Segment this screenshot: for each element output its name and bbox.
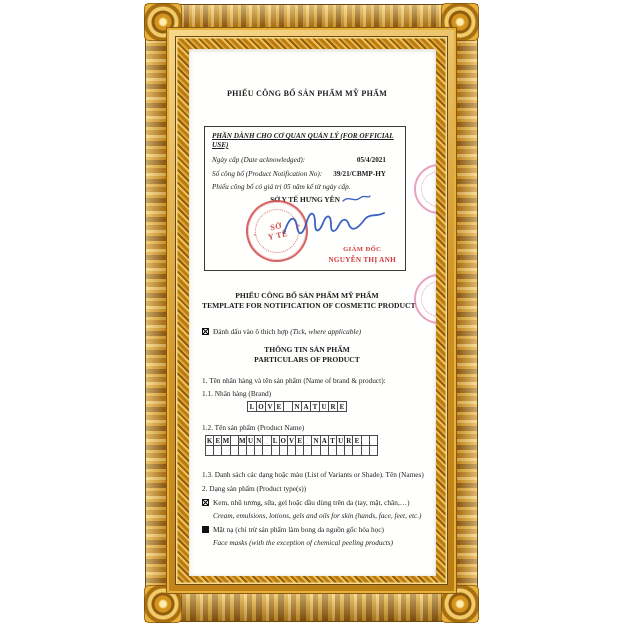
section-titles <box>202 345 412 365</box>
product-type-option-1: Kem, nhũ tương, sữa, gel hoặc dầu dùng trên da (tay, mặt, chân,…) <box>202 498 412 507</box>
signer-title: GIÁM ĐỐC <box>343 246 382 253</box>
date-acknowledged-row <box>212 156 398 164</box>
letter-cell: A <box>301 401 311 412</box>
product-type-option-2-en: Face masks (with the exception of chemical peeling products) <box>213 538 394 547</box>
frame-top-band <box>146 5 477 27</box>
stamp-and-signature-zone <box>212 206 398 266</box>
letter-cell: O <box>280 436 286 445</box>
letter-cell: U <box>336 435 345 446</box>
letter-cell: N <box>254 435 263 446</box>
item-1-3: 1.3. Danh sách các dạng hoặc màu (List of Variants or Shade). Tên (Names) <box>202 470 424 479</box>
brand-letter-grid <box>247 401 412 412</box>
director-signature <box>278 206 390 242</box>
certificate-document <box>189 49 436 576</box>
partial-edge-stamp <box>413 161 436 219</box>
frame-left-band <box>146 5 166 621</box>
tick-instruction: Đánh dấu vào ô thích hợp (Tick, where applicable) <box>202 327 412 336</box>
signer-block <box>328 246 396 264</box>
item-1-1: 1.1. Nhãn hàng (Brand) <box>202 389 272 398</box>
product-grid-row-2 <box>205 445 412 456</box>
product-type-option-1-en: Cream, emulsions, lotions, gels and oils for skin (hands, face, feet, etc.) <box>213 511 422 520</box>
product-type-option-2: Mặt nạ (chỉ trừ sản phẩm làm bong da nguồn gốc hóa học) <box>202 525 412 534</box>
section-title-en: PARTICULARS OF PRODUCT <box>254 355 360 364</box>
letter-cell: N <box>311 435 320 446</box>
date-value: 05/4/2021 <box>356 156 386 164</box>
letter-cell: U <box>319 401 329 412</box>
letter-cell: R <box>344 435 353 446</box>
letter-cell: V <box>265 401 275 412</box>
stamp-center-text: SỞ Y TẾ <box>267 220 289 242</box>
frame-right-band <box>457 5 477 621</box>
letter-cell: E <box>352 435 361 446</box>
letter-cell: U <box>246 435 255 446</box>
letter-cell <box>369 445 378 456</box>
notification-label: Số công bố (Product Notification No): <box>212 170 323 178</box>
template-titles <box>202 291 416 311</box>
product-name-letter-grid <box>205 435 412 456</box>
date-label: Ngày cấp (Date acknowledged): <box>212 156 306 164</box>
letter-cell: K <box>206 436 213 445</box>
checkbox-icon <box>202 499 209 506</box>
checkbox-icon <box>202 328 209 335</box>
letter-cell: A <box>320 435 329 446</box>
item-1: 1. Tên nhãn hàng và tên sản phẩm (Name of brand & product): <box>202 376 386 385</box>
section-title-vi: THÔNG TIN SẢN PHẨM <box>264 345 350 354</box>
notification-value: 39/21/CBMP-HY <box>333 170 386 178</box>
signer-name: NGUYỄN THỊ ANH <box>328 256 396 264</box>
official-use-box <box>204 126 406 271</box>
checkbox-icon <box>202 526 209 533</box>
document-content <box>189 49 436 576</box>
pen-flourish <box>341 193 371 204</box>
picture-frame <box>145 4 478 622</box>
authority-name: SỞ Y TẾ HƯNG YÊN <box>212 195 398 204</box>
template-title-en: TEMPLATE FOR NOTIFICATION OF COSMETIC PRODUCT <box>202 301 416 310</box>
letter-cell: O <box>256 401 266 412</box>
item-1-2: 1.2. Tên sản phẩm (Product Name) <box>202 423 305 432</box>
notification-number-row <box>212 170 398 178</box>
letter-cell: L <box>247 401 257 412</box>
partial-edge-stamp <box>413 271 436 329</box>
letter-cell: M <box>239 436 246 445</box>
letter-cell: E <box>274 401 284 412</box>
letter-cell: V <box>287 435 296 446</box>
official-use-heading: PHẦN DÀNH CHO CƠ QUAN QUẢN LÝ (FOR OFFICIAL USE) <box>212 132 394 149</box>
frame-bottom-band <box>146 594 477 621</box>
letter-cell: N <box>292 401 302 412</box>
letter-cell: R <box>328 401 338 412</box>
letter-cell: T <box>328 435 337 446</box>
validity-note: Phiếu công bố có giá trị 05 năm kể từ ngày cấp. <box>212 183 351 191</box>
letter-cell: E <box>213 435 222 446</box>
template-title-vi: PHIẾU CÔNG BỐ SẢN PHẨM MỸ PHẨM <box>235 291 379 300</box>
letter-cell: M <box>222 436 230 445</box>
letter-cell: E <box>295 435 304 446</box>
letter-cell: L <box>271 435 280 446</box>
letter-cell: E <box>337 401 347 412</box>
document-title: PHIẾU CÔNG BỐ SẢN PHẨM MỸ PHẨM <box>226 89 388 98</box>
item-2: 2. Dạng sản phẩm (Product type(s)) <box>202 484 307 493</box>
letter-cell: T <box>310 401 320 412</box>
